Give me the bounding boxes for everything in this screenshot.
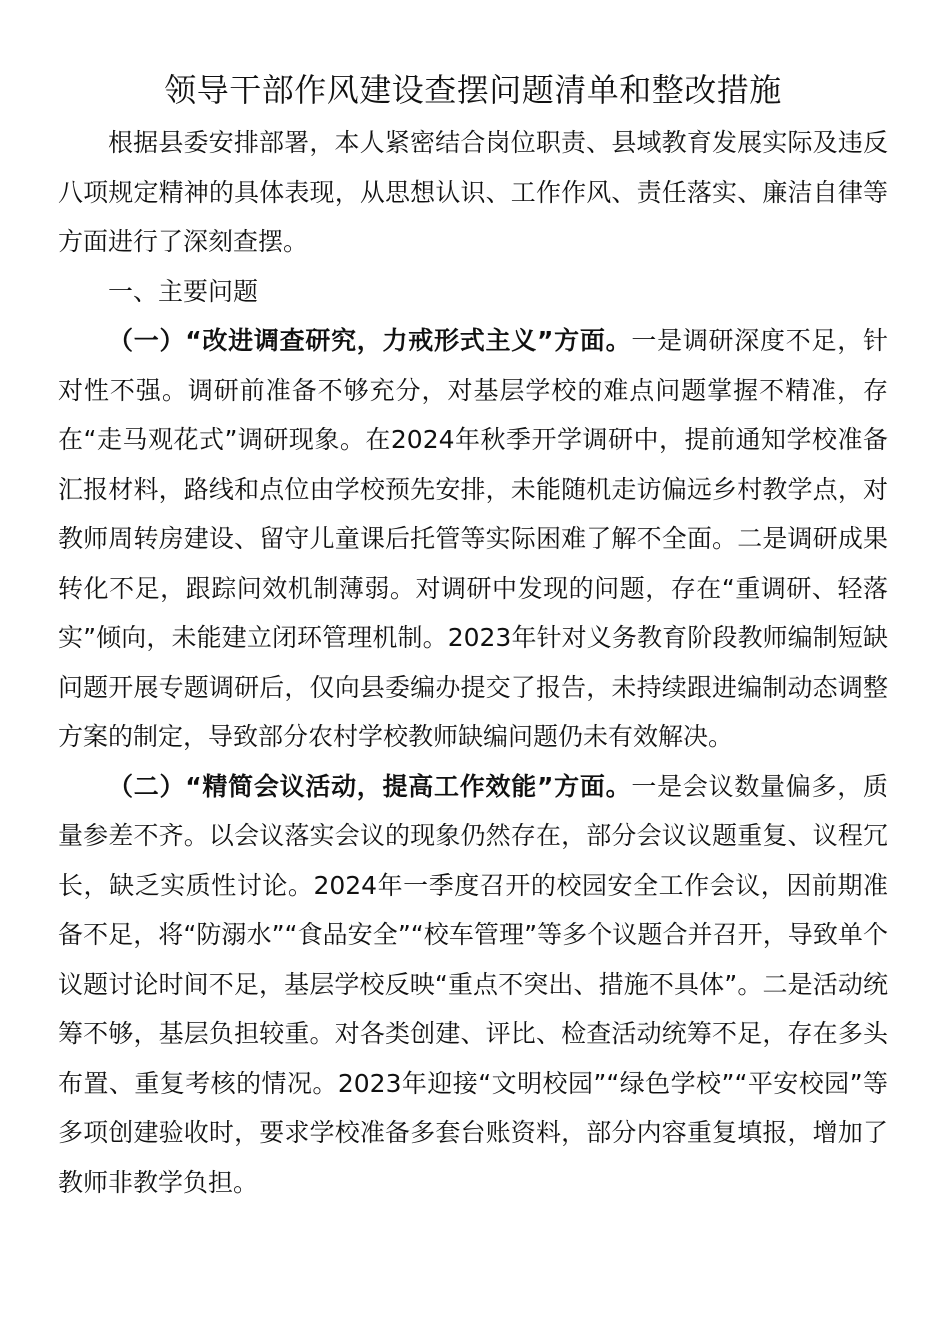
problem-item-1	[58, 316, 888, 762]
problem-item-2	[58, 762, 888, 1208]
problem-item-1-heading: （一）“改进调查研究，力戒形式主义”方面。	[108, 326, 632, 355]
problem-item-2-body: 一是会议数量偏多，质量参差不齐。以会议落实会议的现象仍然存在，部分会议议题重复、议程冗长，缺乏实质性讨论。2024年一季度召开的校园安全工作会议，因前期准备不足，将“防溺水”“食品安全”“校车管理”等多个议题合并召开，导致单个议题讨论时间不足，基层学校反映“重点不突出、措施不具体”。二是活动统筹不够，基层负担较重。对各类创建、评比、检查活动统筹不足，存在多头布置、重复考核的情况。2023年迎接“文明校园”“绿色学校”“平安校园”等多项创建验收时，要求学校准备多套台账资料，部分内容重复填报，增加了教师非教学负担。	[58, 771, 888, 1197]
problem-item-1-body: 一是调研深度不足，针对性不强。调研前准备不够充分，对基层学校的难点问题掌握不精准，存在“走马观花式”调研现象。在2024年秋季开学调研中，提前通知学校准备汇报材料，路线和点位由学校预先安排，未能随机走访偏远乡村教学点，对教师周转房建设、留守儿童课后托管等实际困难了解不全面。二是调研成果转化不足，跟踪问效机制薄弱。对调研中发现的问题，存在“重调研、轻落实”倾向，未能建立闭环管理机制。2023年针对义务教育阶段教师编制短缺问题开展专题调研后，仅向县委编办提交了报告，未持续跟进编制动态调整方案的制定，导致部分农村学校教师缺编问题仍未有效解决。	[58, 326, 888, 751]
document-page	[58, 62, 888, 1207]
intro-paragraph: 根据县委安排部署，本人紧密结合岗位职责、县域教育发展实际及违反八项规定精神的具体表现，从思想认识、工作作风、责任落实、廉洁自律等方面进行了深刻查摆。	[58, 128, 888, 256]
section-heading-main-problems: 一、主要问题	[108, 276, 259, 306]
document-title: 领导干部作风建设查摆问题清单和整改措施	[164, 71, 782, 109]
problem-item-2-heading: （二）“精简会议活动，提高工作效能”方面。	[108, 771, 632, 801]
